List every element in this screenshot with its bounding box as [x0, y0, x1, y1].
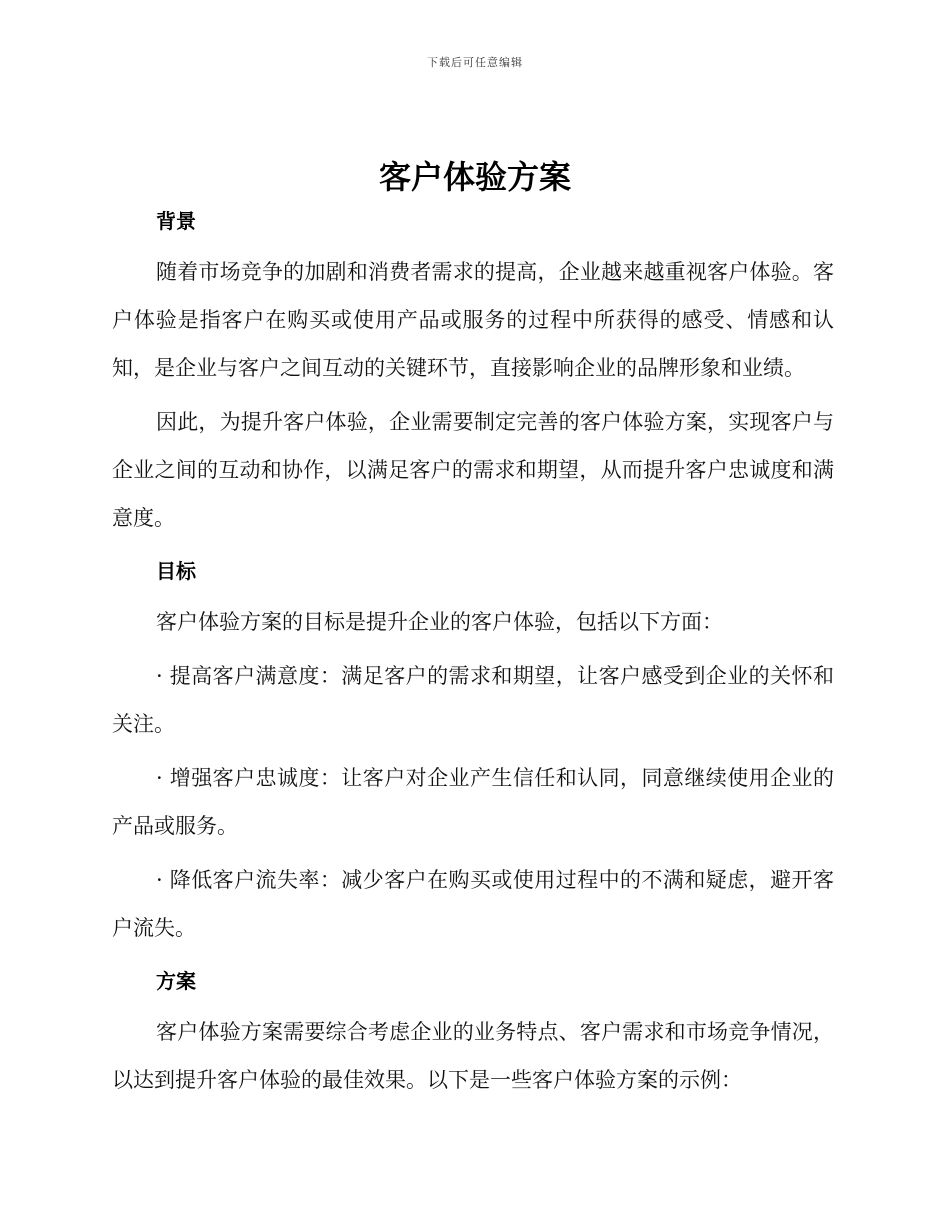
background-paragraph-2: 因此，为提升客户体验，企业需要制定完善的客户体验方案，实现客户与企业之间的互动和协作，以满足客户的需求和期望，从而提升客户忠诚度和满意度。 — [112, 410, 834, 530]
goals-item-loyalty: · 增强客户忠诚度：让客户对企业产生信任和认同，同意继续使用企业的产品或服务。 — [112, 766, 834, 838]
section-heading-plan: 方案 — [156, 969, 196, 993]
section-heading-goals: 目标 — [156, 559, 196, 583]
document-title: 客户体验方案 — [378, 158, 571, 196]
goals-item-satisfaction: · 提高客户满意度：满足客户的需求和期望，让客户感受到企业的关怀和关注。 — [112, 664, 834, 736]
goals-intro: 客户体验方案的目标是提升企业的客户体验，包括以下方面： — [156, 610, 723, 634]
plan-intro: 客户体验方案需要综合考虑企业的业务特点、客户需求和市场竞争情况，以达到提升客户体验的最佳效果。以下是一些客户体验方案的示例： — [112, 1020, 834, 1092]
background-paragraph-1: 随着市场竞争的加剧和消费者需求的提高，企业越来越重视客户体验。客户体验是指客户在购买或使用产品或服务的过程中所获得的感受、情感和认知，是企业与客户之间互动的关键环节，直接影响企业的品牌形象和业绩。 — [112, 260, 834, 380]
section-heading-background: 背景 — [156, 209, 196, 233]
page-header-note: 下载后可任意编辑 — [427, 56, 523, 69]
goals-item-churn: · 降低客户流失率：减少客户在购买或使用过程中的不满和疑虑，避开客户流失。 — [112, 868, 834, 940]
document-body — [112, 200, 834, 1104]
